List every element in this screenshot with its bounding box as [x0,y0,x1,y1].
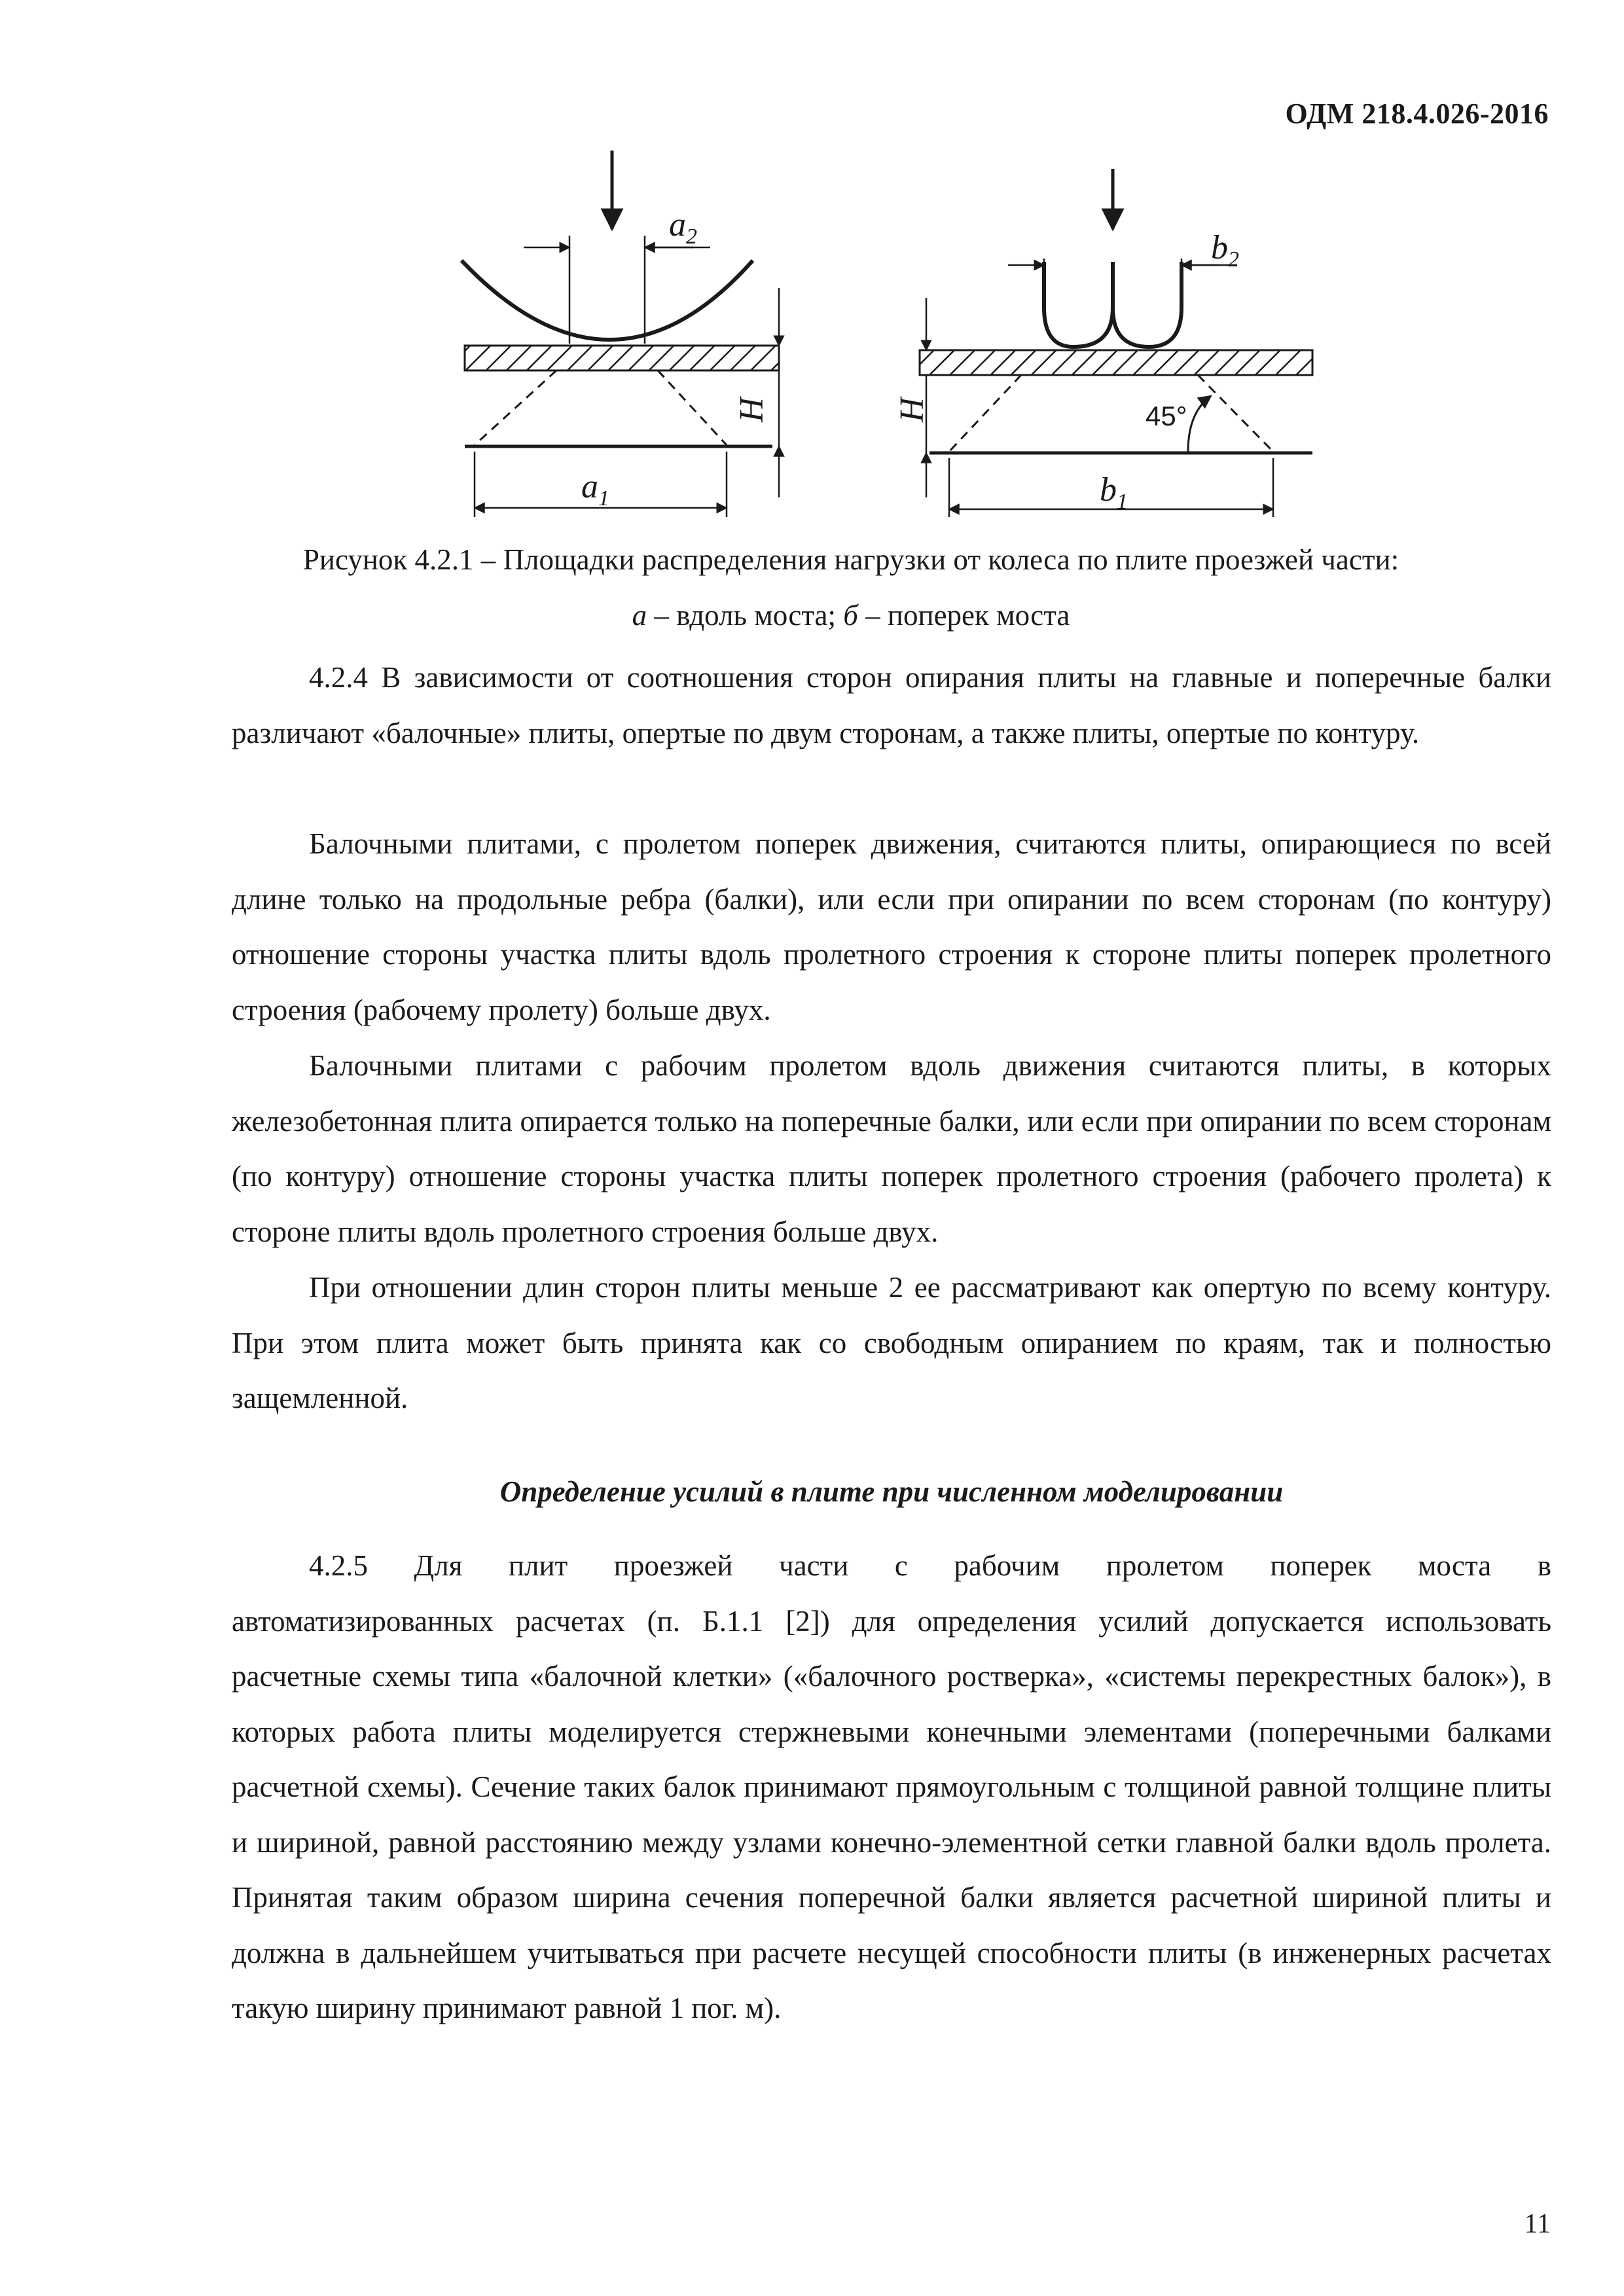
paragraph-4-2-4: 4.2.4 В зависимости от соотношения сторон опирания плиты на главные и поперечные балки различают «балочные» плиты, опертые по двум сторонам, а также плиты, опертые по контуру. [232,661,1551,749]
page-number: 11 [1524,2209,1551,2239]
diagram-across-bridge [920,169,1312,517]
paragraph-beam-slabs-along: Балочными плитами с рабочим пролетом вдоль движения считаются плиты, в которых железобетонная плита опирается только на поперечные балки, или если при опирании по всем сторонам (по контуру) отношение стороны участка плиты поперек пролетного строения (рабочего пролета) к стороне плиты вдоль пролетного строения больше двух. [232,1049,1551,1248]
paragraph-beam-slabs-across: Балочными плитами, с пролетом поперек движения, считаются плиты, опирающиеся по всей длине только на продольные ребра (балки), или если при опирании по всем сторонам (по контуру) отношение стороны участка плиты вдоль пролетного строения к стороне плиты поперек пролетного строения (рабочему пролету) больше двух. [232,827,1551,1026]
slab-hatch-left [465,346,779,370]
caption-b-text: – поперек моста [857,599,1070,632]
twin-wheel-left [1044,262,1113,347]
label-b1: $b_1$ [1100,471,1128,514]
label-b2: $b_2$ [1211,229,1239,272]
label-a1: $a_1$ [581,468,609,511]
section-heading: Определение усилий в плите при численном моделировании [499,1475,1284,1508]
document-code: ОДМ 218.4.026-2016 [1285,98,1549,130]
paragraph-4-2-5-first-line: 4.2.5 Для плит проезжей части с рабочим пролетом поперек моста в [309,1549,1551,1582]
paragraph-4-2-5 [232,1538,1551,2036]
twin-wheel-right [1113,262,1182,347]
paragraph-contour-support: При отношении длин сторон плиты меньше 2 ее рассматривают как опертую по всему контуру. При этом плита может быть принята как со свободным опиранием по краям, так и полностью защемленной. [232,1271,1551,1414]
label-a2: $a_2$ [669,206,697,249]
label-angle-45: 45° [1146,401,1187,431]
caption-a-text: – вдоль моста; [647,599,844,632]
wheel-arc [461,260,753,340]
caption-letter-b: б [843,599,858,632]
diagram-along-bridge [461,151,779,517]
load-distribution-diagram [0,0,1624,537]
figure-caption-legend [236,601,1466,630]
caption-letter-a: а [632,599,647,632]
paragraph-4-2-5-body: автоматизированных расчетах (п. Б.1.1 [2]) для определения усилий допускается использовать расчетные схемы типа «балочной клетки» («балочного ростверка», «системы перекрестных балок»), в которых работа плиты моделируется стержневыми конечными элементами (поперечными балками расчетной схемы). Сечение таких балок принимают прямоугольным с толщиной равной толщине плиты и шириной, равной расстоянию между узлами конечно-элементной сетки главной балки вдоль пролета. Принятая таким образом ширина сечения поперечной балки является расчетной шириной плиты и должна в дальнейшем учитываться при расчете несущей способности плиты (в инженерных расчетах такую ширину принимают равной 1 пог. м). [232,1604,1551,2024]
label-h-right: H [893,397,931,422]
slab-hatch-right [920,350,1312,375]
figure-caption: Рисунок 4.2.1 – Площадки распределения нагрузки от колеса по плите проезжей части: [302,543,1399,576]
label-h-left: H [733,397,770,422]
load-distribution-figure [0,0,1624,537]
